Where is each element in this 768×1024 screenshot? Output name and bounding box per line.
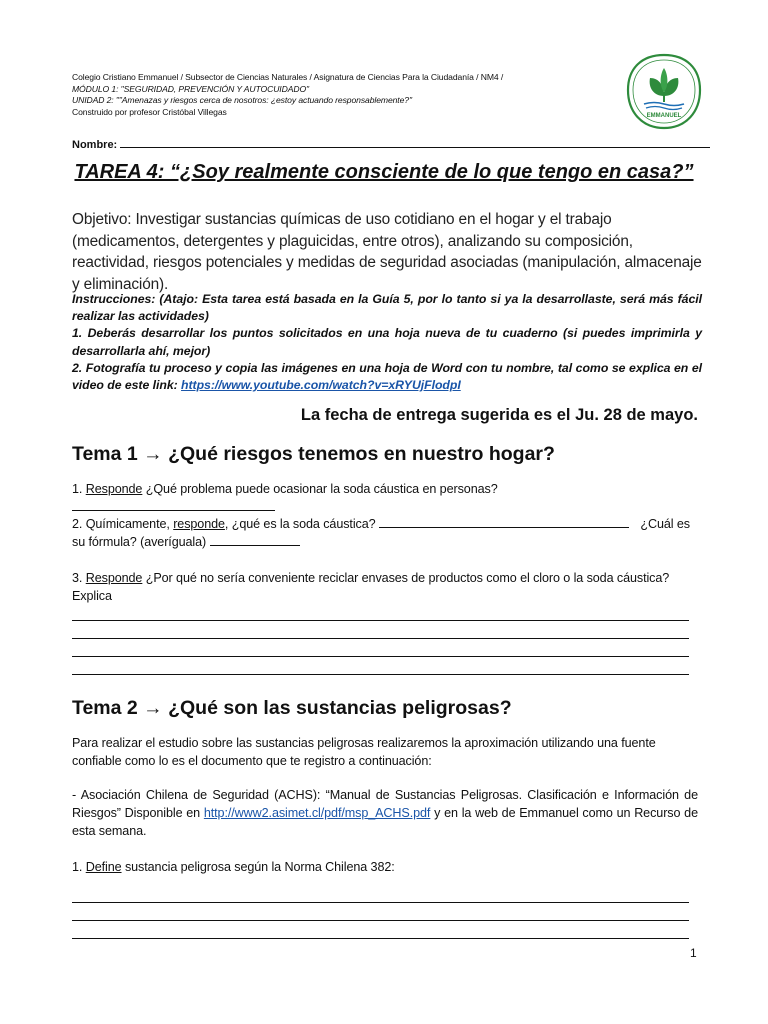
tema-2-intro: Para realizar el estudio sobre las sustancias peligrosas realizaremos la aproximación utilizando una fuente confiable como lo es el documento que te registro a continuación: [72,736,656,768]
name-label: Nombre: [72,139,118,151]
page-title: TAREA 4: “¿Soy realmente consciente de lo que tengo en casa?” [74,161,694,183]
name-field[interactable] [120,138,710,148]
question-number: 2. Químicamente, [72,517,170,531]
youtube-link[interactable]: https://www.youtube.com/watch?v=xRYUjFlodpI [181,378,461,393]
question-number: 3. [72,571,83,585]
question-text: , ¿qué es la soda cáustica? [224,517,376,531]
answer-line[interactable] [72,656,689,657]
question-verb: Responde [85,571,143,585]
header-module-line: MÓDULO 1: "SEGURIDAD, PREVENCIÓN Y AUTOCUIDADO" [72,83,309,94]
tema-1-question-3 [72,570,698,606]
instructions-intro: Instrucciones: (Atajo: Esta tarea está basada en la Guía 5, por lo tanto si ya la desarrollaste, será más fácil realizar las actividades) [72,292,702,324]
school-logo [624,52,704,132]
question-number: 1. [72,482,83,496]
tema-1-question-2 [72,516,698,552]
answer-line[interactable] [72,902,689,903]
question-text: ¿Qué problema puede ocasionar la soda cáustica en personas? [145,482,498,496]
instructions-step-1: 1. Deberás desarrollar los puntos solicitados en una hoja nueva de tu cuaderno (si puedes imprimirla y desarrollarla ahí, mejor) [72,326,702,358]
due-date: La fecha de entrega sugerida es el Ju. 28 de mayo. [300,406,698,424]
tema-1-heading: Tema 1 → ¿Qué riesgos tenemos en nuestro hogar? [72,443,555,465]
logo-wordmark: EMMANUEL [646,113,682,119]
instructions-step-2 [72,360,702,394]
answer-line[interactable] [72,638,689,639]
question-text: ¿Por qué no sería conveniente reciclar envases de productos como el cloro o la soda cáustica? [145,571,670,585]
question-verb: Responde [85,482,143,496]
answer-line[interactable] [72,674,689,675]
answer-blank[interactable] [72,500,275,511]
question-text-line2: su fórmula? (averíguala) [72,534,207,549]
tema-2-question-1 [72,859,698,877]
answer-line[interactable] [72,938,689,939]
tema-2-reference [72,787,698,840]
answer-line[interactable] [72,620,689,621]
header-school-line: Colegio Cristiano Emmanuel / Subsector de Ciencias Naturales / Asignatura de Ciencias Para la Ciudadanía / NM4 / [72,72,504,82]
name-field-row [72,138,702,151]
header-unit-line: UNIDAD 2: ""Amenazas y riesgos cerca de nosotros: ¿estoy actuando responsablemente?" [72,95,412,106]
page-number: 1 [690,946,697,960]
question-text-line2: Explica [72,588,112,603]
objective-paragraph: Objetivo: Investigar sustancias químicas de uso cotidiano en el hogar y el trabajo (medicamentos, detergentes y plaguicidas, entre otros), analizando su composición, reactividad, riesgos potenciales y medidas de seguridad asociadas (manipulación, almacenaje y eliminación). [72,211,702,293]
instructions-block [72,291,702,394]
question-verb: responde [173,517,225,531]
question-verb: Define [85,860,122,874]
instructions-step-2-text: 2. Fotografía tu proceso y copia las imágenes en una hoja de Word con tu nombre, tal como se explica en el video de este link: [72,360,702,393]
document-header [72,72,592,118]
tema-1-question-1 [72,481,698,517]
leaf-shield-icon [624,52,704,132]
reference-text: - Asociación Chilena de Seguridad (ACHS): “Manual de Sustancias Peligrosas. Clasificación e Información de Riesgos” Disponible en [72,788,698,820]
achs-pdf-link[interactable]: http://www2.asimet.cl/pdf/msp_ACHS.pdf [203,805,431,820]
answer-blank[interactable] [379,517,629,528]
question-number: 1. [72,860,83,874]
reference-text-tail: y en la web de Emmanuel como un Recurso de esta semana. [72,805,698,838]
answer-blank[interactable] [210,535,300,546]
question-text-tail: ¿Cuál es [640,517,690,531]
answer-line[interactable] [72,920,689,921]
tema-2-heading: Tema 2 → ¿Qué son las sustancias peligrosas? [72,697,512,719]
header-author-line: Construido por profesor Cristóbal Villegas [72,106,227,117]
question-text: sustancia peligrosa según la Norma Chilena 382: [124,860,395,874]
